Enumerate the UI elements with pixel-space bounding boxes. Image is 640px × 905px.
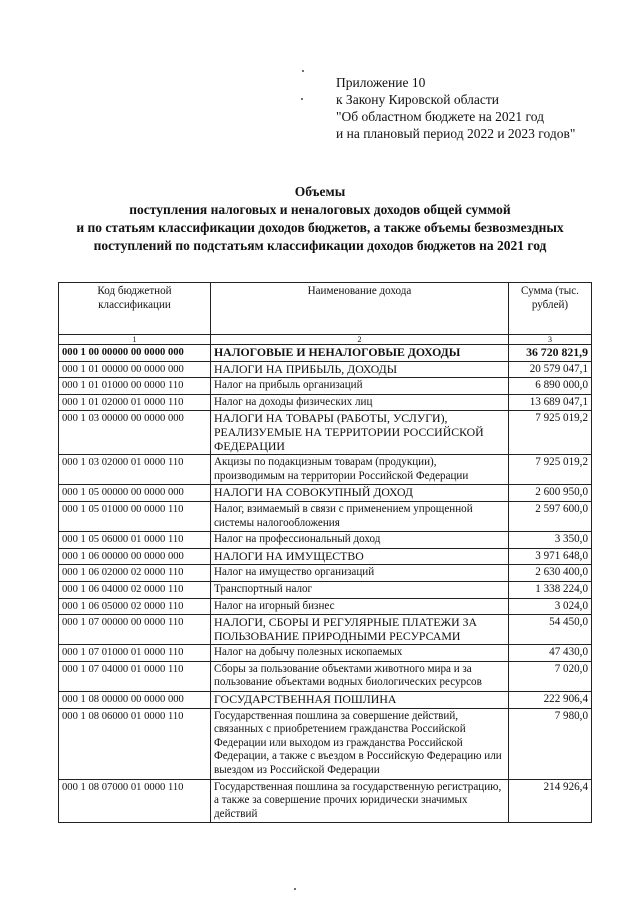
annex-note (336, 74, 626, 142)
cell-amount: 214 926,4 (509, 779, 592, 823)
cell-amount: 2 630 400,0 (509, 565, 592, 582)
cell-code: 000 1 01 01000 00 0000 110 (59, 378, 211, 395)
table-row (59, 708, 592, 779)
header-name (211, 283, 509, 335)
column-number-3: 3 (509, 335, 592, 345)
cell-amount: 2 597 600,0 (509, 501, 592, 531)
header-name-label: Наименование дохода (307, 285, 412, 297)
cell-name: Транспортный налог (211, 581, 509, 598)
cell-name: Налог на доходы физических лиц (211, 394, 509, 411)
header-code (59, 283, 211, 335)
cell-code: 000 1 01 00000 00 0000 000 (59, 361, 211, 378)
table-row (59, 532, 592, 549)
cell-amount: 3 024,0 (509, 598, 592, 615)
header-amount (509, 283, 592, 335)
heading-line-1: Объемы (294, 184, 346, 199)
table-row (59, 779, 592, 823)
table-row (59, 411, 592, 455)
cell-name: Акцизы по подакцизным товарам (продукции), производимым на территории Российской Федерации (211, 455, 509, 485)
cell-name: НАЛОГИ, СБОРЫ И РЕГУЛЯРНЫЕ ПЛАТЕЖИ ЗА ПОЛЬЗОВАНИЕ ПРИРОДНЫМИ РЕСУРСАМИ (211, 615, 509, 645)
header-code-label: Код бюджетной классификации (97, 285, 172, 311)
cell-name: Налог на имущество организаций (211, 565, 509, 582)
cell-name: Налог на прибыль организаций (211, 378, 509, 395)
annex-line-1: Приложение 10 (336, 75, 426, 90)
cell-amount: 36 720 821,9 (509, 345, 592, 362)
cell-code: 000 1 06 05000 02 0000 110 (59, 598, 211, 615)
heading-line-4: поступлений по подстатьям классификации доходов бюджетов на 2021 год (93, 238, 547, 253)
table-row (59, 692, 592, 709)
table-row (59, 485, 592, 502)
table-row (59, 565, 592, 582)
table-header-row (59, 283, 592, 335)
cell-name: Сборы за пользование объектами животного мира и за пользование объектами водных биологических ресурсов (211, 661, 509, 691)
table-row (59, 345, 592, 362)
cell-name: Налог на добычу полезных ископаемых (211, 645, 509, 662)
cell-code: 000 1 08 07000 01 0000 110 (59, 779, 211, 823)
table-row (59, 615, 592, 645)
table-row (59, 378, 592, 395)
table-row (59, 394, 592, 411)
header-amount-label: Сумма (тыс. рублей) (521, 285, 579, 311)
cell-code: 000 1 08 06000 01 0000 110 (59, 708, 211, 779)
cell-name: НАЛОГИ НА ТОВАРЫ (РАБОТЫ, УСЛУГИ), РЕАЛИЗУЕМЫЕ НА ТЕРРИТОРИИ РОССИЙСКОЙ ФЕДЕРАЦИИ (211, 411, 509, 455)
cell-amount: 7 020,0 (509, 661, 592, 691)
heading-line-2: поступления налоговых и неналоговых доходов общей суммой (129, 202, 511, 217)
cell-code: 000 1 01 02000 01 0000 110 (59, 394, 211, 411)
table-row (59, 581, 592, 598)
cell-amount: 3 971 648,0 (509, 548, 592, 565)
heading-line-3: и по статьям классификации доходов бюджетов, а также объемы безвозмездных (76, 220, 564, 235)
cell-amount: 6 890 000,0 (509, 378, 592, 395)
cell-amount: 2 600 950,0 (509, 485, 592, 502)
cell-code: 000 1 00 00000 00 0000 000 (59, 345, 211, 362)
document-heading (40, 183, 600, 255)
cell-code: 000 1 06 02000 02 0000 110 (59, 565, 211, 582)
cell-code: 000 1 05 01000 00 0000 110 (59, 501, 211, 531)
cell-name: НАЛОГОВЫЕ И НЕНАЛОГОВЫЕ ДОХОДЫ (211, 345, 509, 362)
cell-name: Государственная пошлина за государственную регистрацию, а также за совершение прочих юридически значимых действий (211, 779, 509, 823)
cell-name: Налог, взимаемый в связи с применением упрощенной системы налогообложения (211, 501, 509, 531)
table-row (59, 661, 592, 691)
column-number-2: 2 (211, 335, 509, 345)
cell-code: 000 1 07 01000 01 0000 110 (59, 645, 211, 662)
cell-code: 000 1 03 00000 00 0000 000 (59, 411, 211, 455)
scan-speck (302, 70, 304, 72)
cell-amount: 13 689 047,1 (509, 394, 592, 411)
table-row (59, 361, 592, 378)
revenue-table (58, 282, 592, 823)
column-number-row (59, 335, 592, 345)
cell-code: 000 1 06 00000 00 0000 000 (59, 548, 211, 565)
cell-code: 000 1 06 04000 02 0000 110 (59, 581, 211, 598)
cell-amount: 7 925 019,2 (509, 411, 592, 455)
annex-line-4: и на плановый период 2022 и 2023 годов" (336, 126, 576, 141)
cell-amount: 1 338 224,0 (509, 581, 592, 598)
cell-amount: 20 579 047,1 (509, 361, 592, 378)
cell-code: 000 1 05 00000 00 0000 000 (59, 485, 211, 502)
cell-code: 000 1 07 00000 00 0000 110 (59, 615, 211, 645)
cell-code: 000 1 05 06000 01 0000 110 (59, 532, 211, 549)
cell-amount: 3 350,0 (509, 532, 592, 549)
annex-line-3: "Об областном бюджете на 2021 год (336, 109, 544, 124)
cell-name: Налог на игорный бизнес (211, 598, 509, 615)
cell-name: ГОСУДАРСТВЕННАЯ ПОШЛИНА (211, 692, 509, 709)
cell-name: Налог на профессиональный доход (211, 532, 509, 549)
cell-name: Государственная пошлина за совершение действий, связанных с приобретением гражданства Российской Федерации или выходом из гражданства Российской Федерации, а также с въездом в Российскую Федерацию или выездом из Российской Федерации (211, 708, 509, 779)
table-row (59, 645, 592, 662)
cell-amount: 47 430,0 (509, 645, 592, 662)
table-row (59, 598, 592, 615)
cell-amount: 7 925 019,2 (509, 455, 592, 485)
column-number-1: 1 (59, 335, 211, 345)
table-row (59, 501, 592, 531)
annex-line-2: к Закону Кировской области (336, 92, 500, 107)
cell-name: НАЛОГИ НА ПРИБЫЛЬ, ДОХОДЫ (211, 361, 509, 378)
cell-code: 000 1 08 00000 00 0000 000 (59, 692, 211, 709)
cell-name: НАЛОГИ НА ИМУЩЕСТВО (211, 548, 509, 565)
cell-name: НАЛОГИ НА СОВОКУПНЫЙ ДОХОД (211, 485, 509, 502)
table-row (59, 455, 592, 485)
cell-amount: 7 980,0 (509, 708, 592, 779)
scan-speck (294, 888, 296, 890)
cell-code: 000 1 07 04000 01 0000 110 (59, 661, 211, 691)
cell-amount: 54 450,0 (509, 615, 592, 645)
cell-amount: 222 906,4 (509, 692, 592, 709)
cell-code: 000 1 03 02000 01 0000 110 (59, 455, 211, 485)
table-row (59, 548, 592, 565)
scan-speck (301, 98, 303, 100)
